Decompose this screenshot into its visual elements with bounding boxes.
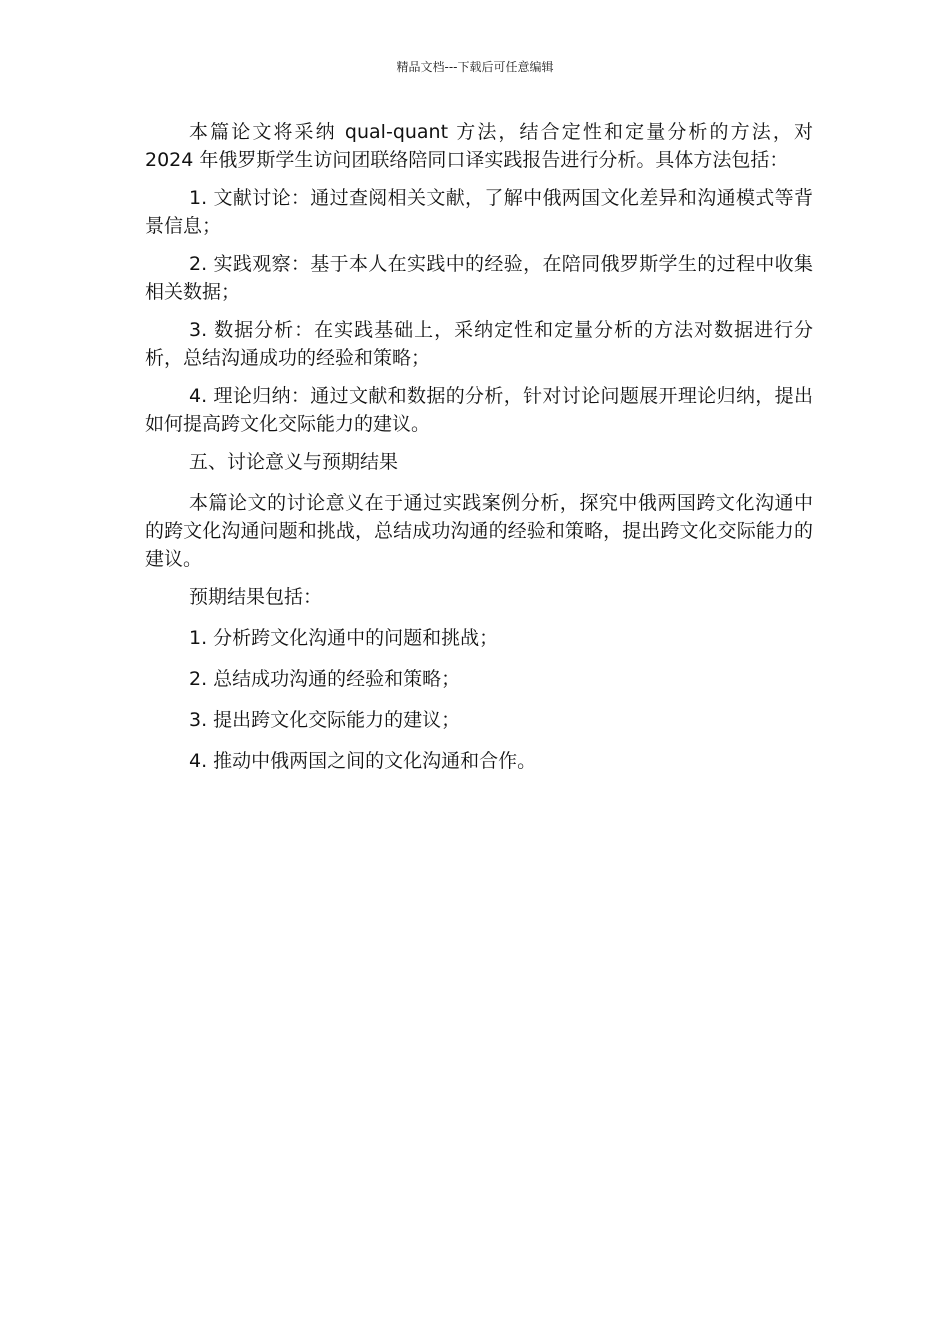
expected-item-4: 4. 推动中俄两国之间的文化沟通和合作。 xyxy=(189,750,537,772)
expected-item-1: 1. 分析跨文化沟通中的问题和挑战； xyxy=(189,627,499,649)
intro-paragraph: 本篇论文将采纳 qual-quant 方法，结合定性和定量分析的方法，对 2024 年俄罗斯学生访问团联络陪同口译实践报告进行分析。具体方法包括： xyxy=(145,121,813,171)
section-heading: 五、讨论意义与预期结果 xyxy=(189,451,399,473)
page-header: 精品文档---下载后可任意编辑 xyxy=(396,60,554,74)
document-body xyxy=(145,118,813,788)
expected-item-2: 2. 总结成功沟通的经验和策略； xyxy=(189,668,461,690)
expected-results-intro: 预期结果包括： xyxy=(189,586,323,608)
method-item-4: 4. 理论归纳：通过文献和数据的分析，针对讨论问题展开理论归纳，提出如何提高跨文化交际能力的建议。 xyxy=(145,385,813,435)
expected-item-3: 3. 提出跨文化交际能力的建议； xyxy=(189,709,461,731)
significance-paragraph: 本篇论文的讨论意义在于通过实践案例分析，探究中俄两国跨文化沟通中的跨文化沟通问题和挑战，总结成功沟通的经验和策略，提出跨文化交际能力的建议。 xyxy=(145,492,813,570)
method-item-3: 3. 数据分析：在实践基础上，采纳定性和定量分析的方法对数据进行分析，总结沟通成功的经验和策略； xyxy=(145,319,813,369)
method-item-2: 2. 实践观察：基于本人在实践中的经验，在陪同俄罗斯学生的过程中收集相关数据； xyxy=(145,253,813,303)
method-item-1: 1. 文献讨论：通过查阅相关文献，了解中俄两国文化差异和沟通模式等背景信息； xyxy=(145,187,813,237)
